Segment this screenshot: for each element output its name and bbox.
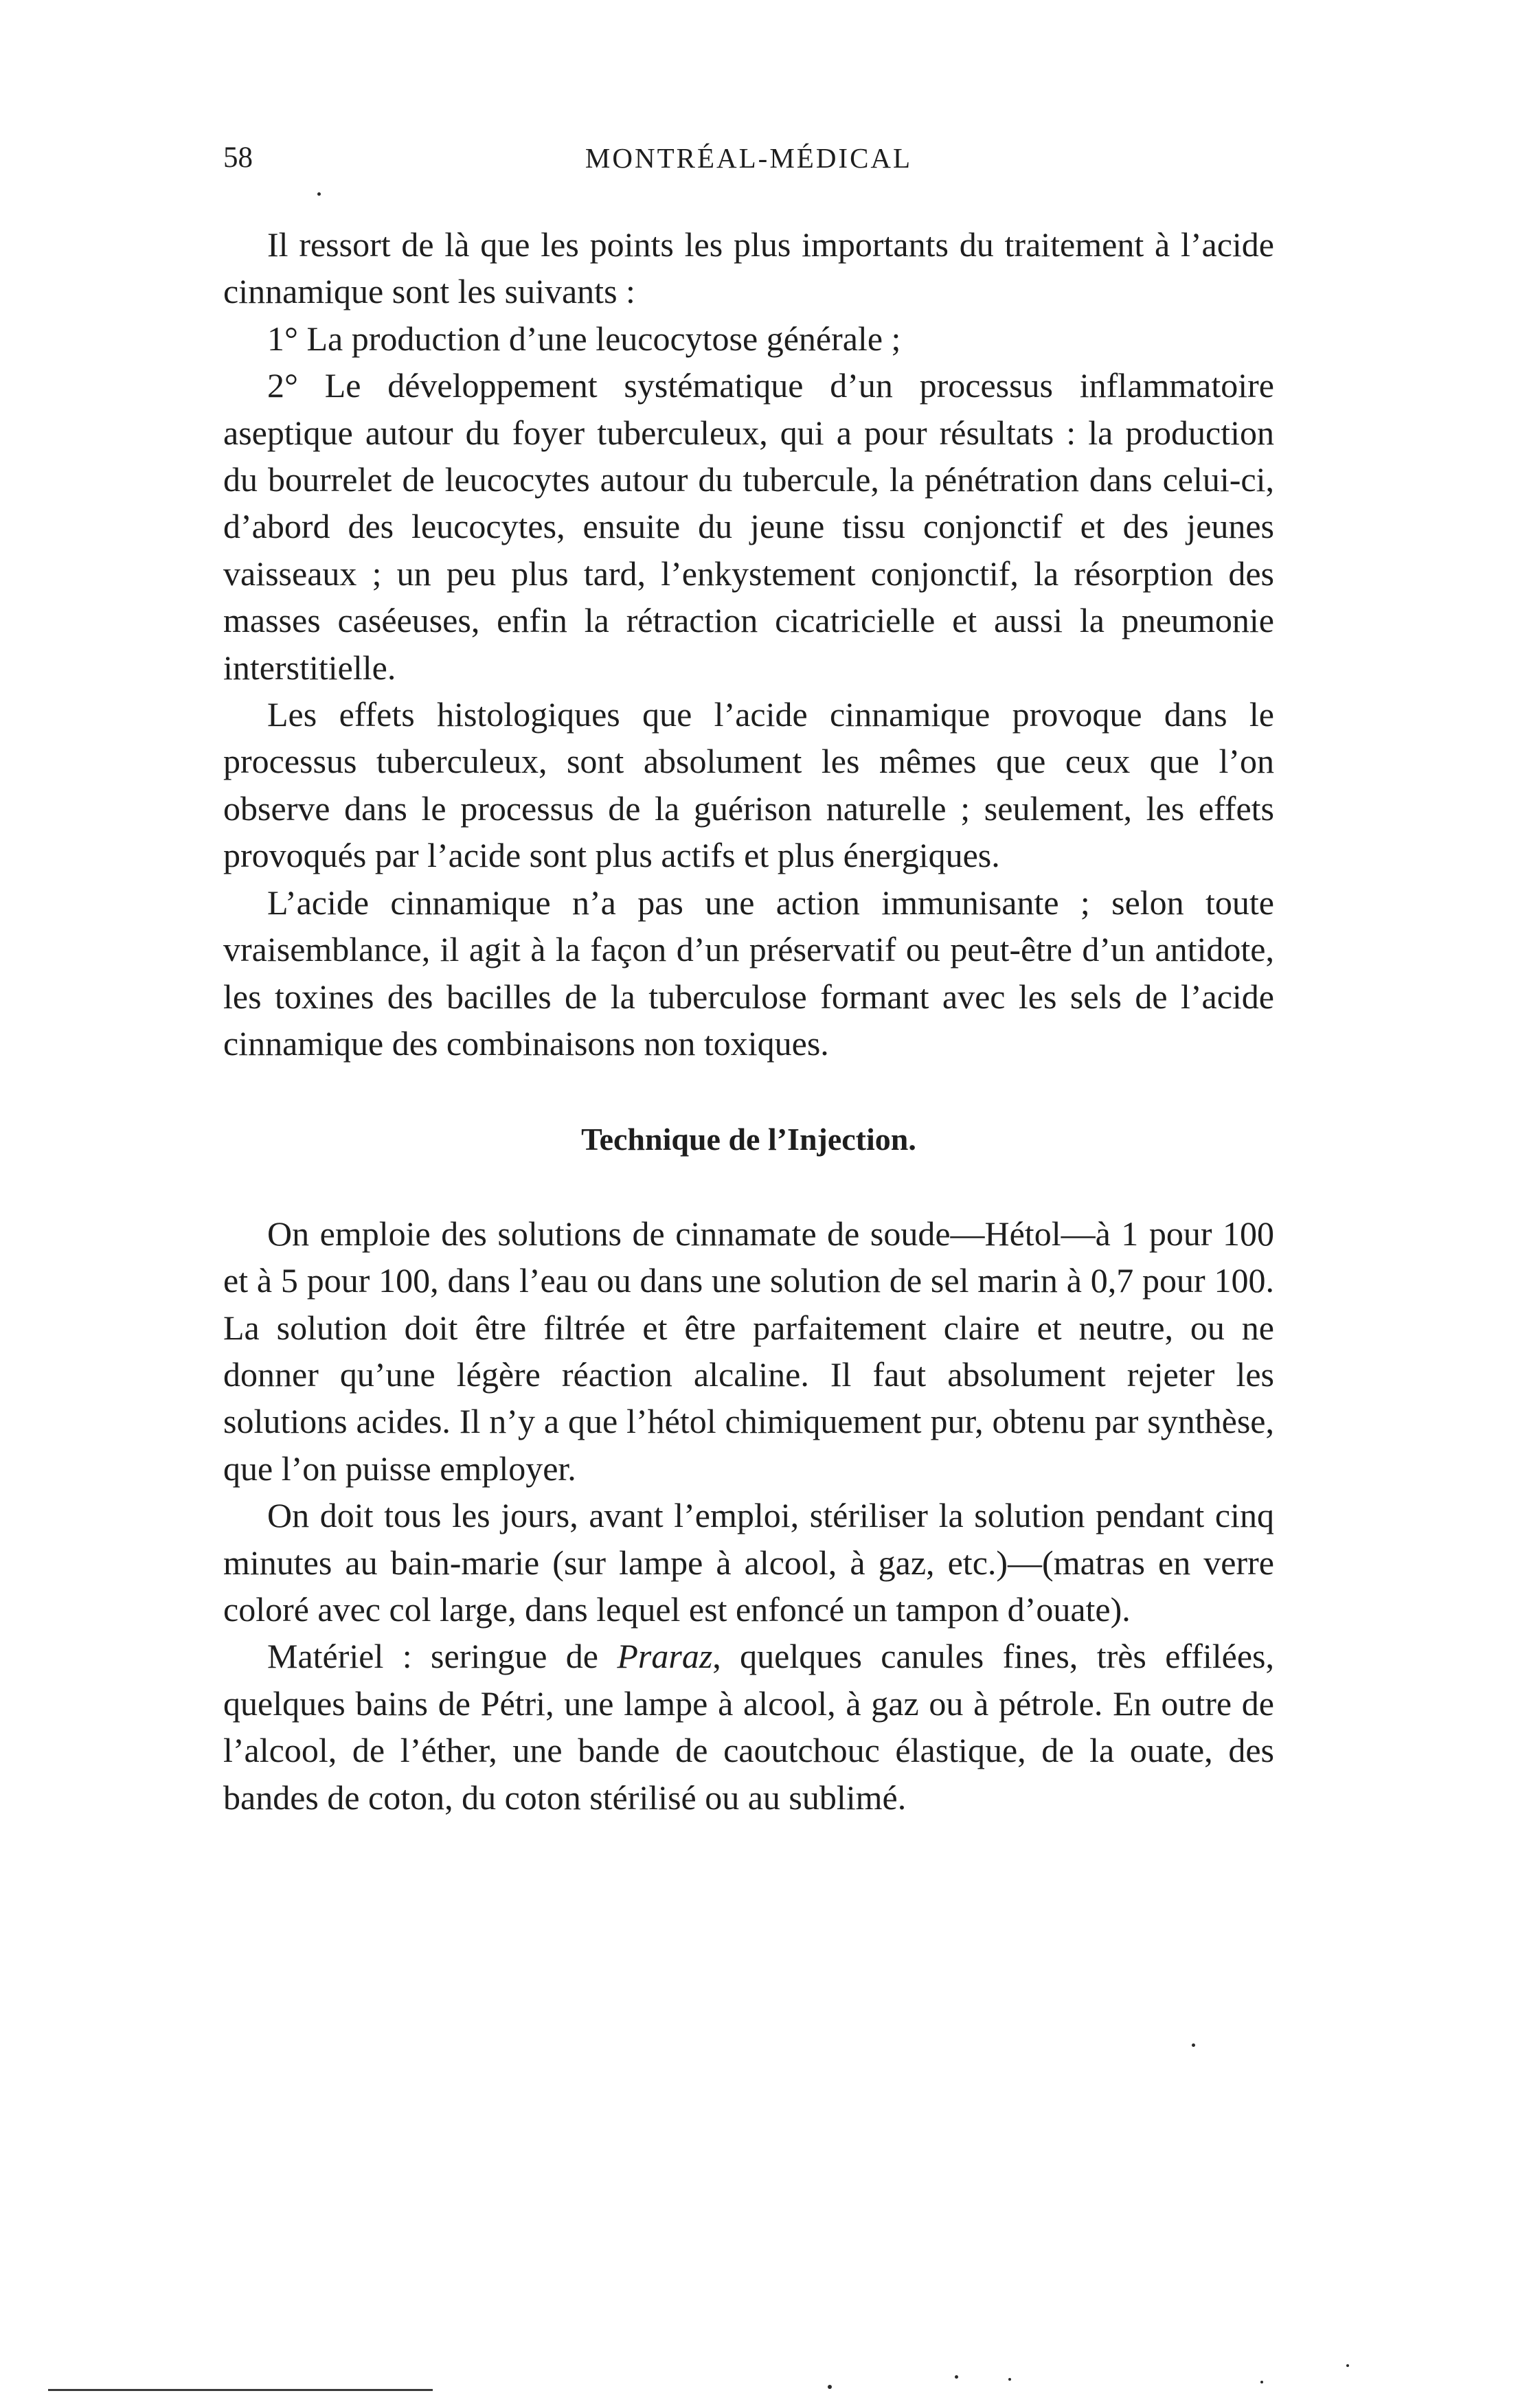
paragraph-sterilization: On doit tous les jours, avant l’emploi, stériliser la solution pendant cinq minutes au bain-marie (sur lampe à alcool, à gaz, etc.)—(matras en verre coloré avec col large, dans lequel est enfoncé un tampon d’ouate). <box>223 1496 1274 1629</box>
paragraph-intro: Il ressort de là que les points les plus importants du traitement à l’acide cinnamique sont les suivants : <box>223 225 1274 311</box>
paragraph-immunity: L’acide cinnamique n’a pas une action immunisante ; selon toute vraisemblance, il agit à la façon d’un préservatif ou peut-être d’un antidote, les toxines des bacilles de la tuberculose formant avec les sels de l’acide cinnamique des combinaisons non toxiques. <box>223 883 1274 1063</box>
print-speck <box>955 2375 958 2379</box>
body-text <box>223 221 1274 1821</box>
page-number: 58 <box>223 141 253 174</box>
print-speck <box>317 192 321 196</box>
syringe-maker-name: Praraz <box>617 1637 713 1676</box>
running-head <box>223 137 1274 179</box>
section-title: Technique de l’Injection. <box>581 1122 916 1157</box>
print-speck <box>1192 2043 1195 2047</box>
print-speck <box>1008 2378 1011 2381</box>
paragraph-item-1: 1° La production d’une leucocytose générale ; <box>267 319 901 358</box>
journal-title: MONTRÉAL-MÉDICAL <box>585 142 913 174</box>
materials-text-end: , quelques canules fines, très effilées, quelques bains de Pétri, une lampe à alcool, à gaz ou à pétrole. En outre de l’alcool, de l’éther, une bande de caoutchouc élastique, de la ouate, des bandes de coton, du coton stérilisé ou au sublimé. <box>223 1637 1274 1817</box>
materials-text-start: Matériel : seringue de <box>267 1637 618 1676</box>
paragraph-item-2: 2° Le développement systématique d’un processus inflammatoire aseptique autour du foyer tuberculeux, qui a pour résultats : la production du bourrelet de leucocytes autour du tubercule, la pénétration dans celui-ci, d’abord des leucocytes, ensuite du jeune tissu conjonctif et des jeunes vaisseaux ; un peu plus tard, l’enkystement conjonctif, la résorption des masses caséeuses, enfin la rétraction cicatricielle et aussi la pneumonie interstitielle. <box>223 366 1274 687</box>
paragraph-histology: Les effets histologiques que l’acide cinnamique provoque dans le processus tuberculeux, sont absolument les mêmes que ceux que l’on observe dans le processus de la guérison naturelle ; seulement, les effets provoqués par l’acide sont plus actifs et plus énergiques. <box>223 695 1274 875</box>
print-speck <box>1346 2364 1349 2367</box>
paragraph-materials <box>223 1633 1274 1821</box>
print-speck <box>828 2385 832 2389</box>
paragraph-solutions: On emploie des solutions de cinnamate de soude—Hétol—à 1 pour 100 et à 5 pour 100, dans l’eau ou dans une solution de sel marin à 0,7 pour 100. La solution doit être filtrée et être parfaitement claire et neutre, ou ne donner qu’une légère réaction alcaline. Il faut absolument rejeter les solutions acides. Il n’y a que l’hétol chimiquement pur, obtenu par synthèse, que l’on puisse employer. <box>223 1214 1274 1488</box>
footer-rule <box>48 2389 433 2391</box>
print-speck <box>1260 2381 1263 2383</box>
